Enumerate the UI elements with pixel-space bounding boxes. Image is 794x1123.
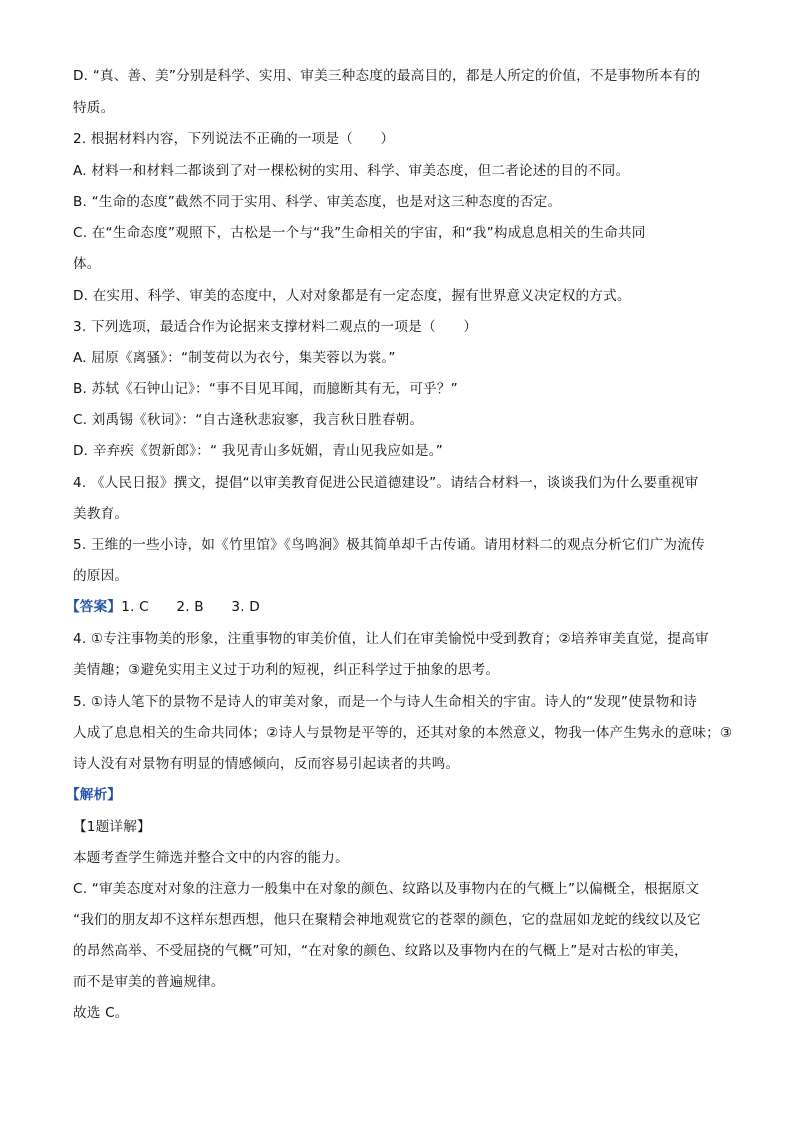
text-line: 的原因。 bbox=[73, 568, 129, 584]
answer-tag: 【答案】 bbox=[66, 599, 122, 615]
answer-line bbox=[66, 597, 748, 617]
text-line: 美教育。 bbox=[73, 506, 129, 522]
option-a: A. 屈原《离骚》：“制芰荷以为衣兮，集芙蓉以为裳。” bbox=[73, 350, 396, 366]
question-2: 2. 根据材料内容，下列说法不正确的一项是（ ） bbox=[73, 131, 395, 147]
text-line: 本题考查学生筛选并整合文中的内容的能力。 bbox=[73, 850, 349, 866]
option-d: D. 在实用、科学、审美的态度中，人对对象都是有一定态度，握有世界意义决定权的方式。 bbox=[73, 288, 631, 304]
answer-5: 5. ①诗人笔下的景物不是诗人的审美对象，而是一个与诗人生命相关的宇宙。诗人的“发现”使景物和诗 bbox=[73, 694, 698, 710]
answer-choices: 1. C 2. B 3. D bbox=[121, 599, 260, 615]
analysis-tag: 【解析】 bbox=[66, 787, 122, 803]
text-line: 而不是审美的普遍规律。 bbox=[73, 974, 225, 990]
option-b: B. “生命的态度”截然不同于实用、科学、审美态度，也是对这三种态度的否定。 bbox=[73, 194, 562, 210]
answer-4: 4. ①专注事物美的形象，注重事物的审美价值，让人们在审美愉悦中受到教育；②培养审美直觉，提高审 bbox=[73, 631, 709, 647]
text-line: 人成了息息相关的生命共同体；②诗人与景物是平等的，还其对象的本然意义，物我一体产生隽永的意味；③ bbox=[73, 725, 733, 741]
question-5: 5. 王维的一些小诗，如《竹里馆》《鸟鸣涧》极其简单却千古传诵。请用材料二的观点分析它们广为流传 bbox=[73, 537, 705, 553]
text-line: 体。 bbox=[73, 256, 101, 272]
question-4: 4. 《人民日报》撰文，提倡“以审美教育促进公民道德建设”。请结合材料一，谈谈我们为什么要重视审 bbox=[73, 475, 699, 491]
detail-heading: 【1题详解】 bbox=[73, 819, 151, 835]
option-c: C. 在“生命态度”观照下，古松是一个与“我”生命相关的宇宙，和“我”构成息息相关的生命共同 bbox=[73, 225, 646, 241]
option-b: B. 苏轼《石钟山记》：“事不目见耳闻，而臆断其有无，可乎？” bbox=[73, 381, 458, 397]
text-line: D. “真、善、美”分别是科学、实用、审美三种态度的最高目的，都是人所定的价值，不是事物所本有的 bbox=[73, 68, 701, 84]
text-line: 诗人没有对景物有明显的情感倾向，反而容易引起读者的共鸣。 bbox=[73, 756, 460, 772]
option-d: D. 辛弃疾《贺新郎》：“ 我见青山多妩媚，青山见我应如是。” bbox=[73, 443, 443, 459]
option-c: C. 刘禹锡《秋词》：“自古逢秋悲寂寥，我言秋日胜春朝。 bbox=[73, 412, 424, 428]
text-line: 故选 C。 bbox=[73, 1005, 129, 1021]
text-line: 的昂然高举、不受屈挠的气概”可知，“在对象的颜色、纹路以及事物内在的气概上”是对古松的审美， bbox=[73, 943, 688, 959]
question-3: 3. 下列选项，最适合作为论据来支撑材料二观点的一项是（ ） bbox=[73, 319, 478, 335]
text-line: 特质。 bbox=[73, 100, 115, 116]
text-line: “我们的朋友却不这样东想西想，他只在聚精会神地观赏它的苍翠的颜色，它的盘屈如龙蛇的线纹以及它 bbox=[73, 912, 701, 928]
option-a: A. 材料一和材料二都谈到了对一棵松树的实用、科学、审美态度，但二者论述的目的不同。 bbox=[73, 163, 630, 179]
text-line: C. “审美态度对对象的注意力一般集中在对象的颜色、纹路以及事物内在的气概上”以偏概全，根据原文 bbox=[73, 881, 700, 897]
text-line: 美情趣；③避免实用主义过于功利的短视，纠正科学过于抽象的思考。 bbox=[73, 662, 500, 678]
